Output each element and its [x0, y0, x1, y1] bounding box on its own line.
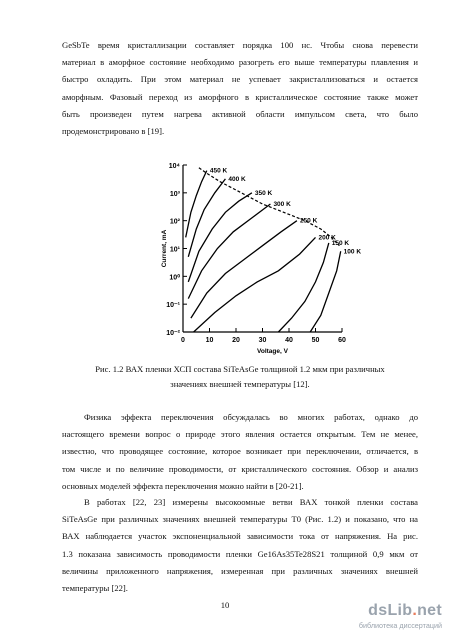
- text-line: 1.3 показана зависимость проводимости пленки Ge16As35Te28S21 толщиной 0,9 мкм от: [62, 548, 418, 559]
- series-label: 250 K: [299, 217, 318, 225]
- y-tick-label: 10³: [169, 190, 180, 198]
- text-line: величины приложенного напряжения, измеренная при различных значениях внешней: [62, 565, 418, 576]
- text-line: GeSbTe время кристаллизации составляет порядка 100 нс. Чтобы снова перевести: [62, 40, 418, 50]
- series-line: [186, 171, 207, 238]
- text-line: ВАХ наблюдается участок экспоненциальной зависимости тока от напряжения. На рис.: [62, 531, 418, 542]
- iv-chart: [0, 157, 450, 357]
- y-tick-label: 10²: [169, 218, 180, 226]
- x-tick-label: 60: [338, 337, 346, 344]
- text-line: быть произведен путем нагрева активной области импульсом света, что было: [62, 108, 418, 119]
- text-line: материал в аморфное состояние необходимо разогреть его выше температуры плавления и: [62, 57, 418, 68]
- series-label: 350 K: [254, 189, 273, 197]
- text-line: В работах [22, 23] измерены высокоомные ветви ВАХ тонкой пленки состава: [84, 497, 418, 507]
- x-tick-label: 20: [232, 337, 240, 344]
- y-axis-label: Current, mA: [161, 229, 168, 268]
- y-tick-label: 10⁰: [169, 274, 180, 282]
- series-label: 400 K: [228, 175, 246, 183]
- y-tick-label: 10⁻²: [166, 330, 180, 337]
- x-tick-label: 50: [311, 337, 320, 344]
- x-tick-label: 30: [258, 337, 267, 344]
- text-line: аморфным. Фазовый переход из аморфного в кристаллическое состояние также может: [62, 91, 418, 102]
- series-line: [310, 251, 341, 332]
- series-label: 150 K: [331, 239, 350, 247]
- paragraph-3: [62, 494, 418, 597]
- watermark-subtitle: библиотека диссертаций: [358, 621, 442, 630]
- paragraph-2: [62, 409, 418, 495]
- watermark-logo: dsLib.net: [368, 602, 442, 619]
- text-line: основных моделей эффекта переключения можно найти в [20-21].: [62, 480, 304, 491]
- text-line: температуры [22].: [62, 583, 128, 594]
- y-tick-label: 10⁴: [168, 163, 180, 170]
- series-label: 450 K: [209, 167, 228, 175]
- y-tick-label: 10⁻¹: [166, 302, 180, 310]
- text-line: SiTeAsGe при различных значениях внешней температуры T0 (Рис. 1.2) и показано, что на: [62, 514, 418, 525]
- series-line: [278, 243, 328, 332]
- x-axis-label: Voltage, V: [257, 348, 288, 355]
- text-line: продемонстрировано в [19].: [62, 126, 165, 137]
- series-label: 300 K: [273, 200, 291, 208]
- series-line: [188, 193, 252, 282]
- figure-caption: [62, 362, 418, 392]
- text-line: известно, что проводящее состояние, которое возникает при переключении, отличается, в: [62, 446, 418, 457]
- x-tick-label: 10: [205, 337, 214, 344]
- text-line: быстро охладить. При этом материал не успевает закристаллизоваться и остается: [62, 74, 418, 85]
- text-line: настоящего времени вопрос о природе этого явления остается открытым. Тем не менее,: [62, 429, 418, 440]
- text-line: Физика эффекта переключения обсуждалась во многих работах, однако до: [84, 412, 418, 422]
- caption-line: Рис. 1.2 ВАХ пленки ХСП состава SiTeAsGe толщиной 1.2 мкм при различных: [95, 364, 385, 374]
- paragraph-1: [62, 37, 418, 140]
- caption-line: значениях внешней температуры [12].: [170, 379, 310, 389]
- series-label: 200 K: [318, 234, 336, 242]
- y-tick-label: 10¹: [169, 246, 180, 254]
- text-line: том числе и по величине проводимости, от кристаллического состояния. Обзор и анализ: [62, 463, 418, 474]
- watermark: [346, 600, 450, 636]
- x-tick-label: 0: [181, 337, 185, 344]
- x-tick-label: 40: [285, 337, 293, 344]
- page-number: 10: [220, 600, 230, 610]
- series-label: 100 K: [343, 248, 362, 256]
